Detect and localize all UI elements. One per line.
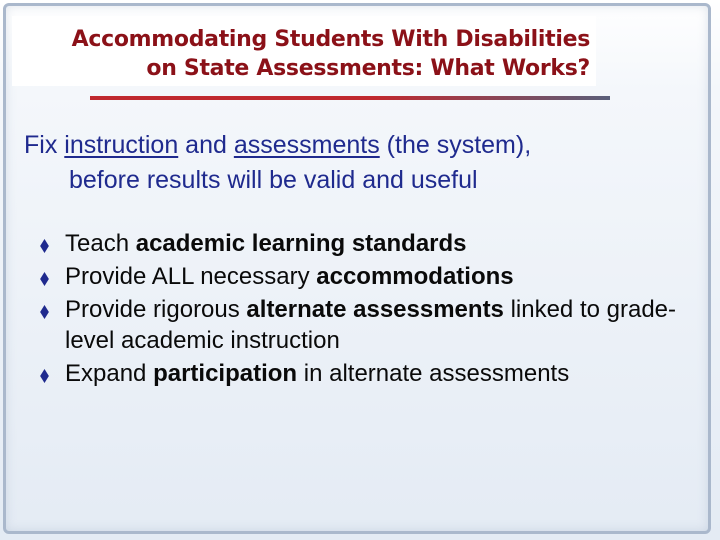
- intro-statement: [24, 128, 704, 198]
- title-accent-bar: [90, 96, 610, 100]
- bullet-bold-text: participation: [153, 360, 298, 387]
- bullet-text: Provide ALL necessary: [65, 263, 317, 290]
- intro-underlined-assessments: assessments: [233, 131, 380, 159]
- bullet-item: [40, 294, 710, 356]
- title-line-2: on State Assessments: What Works?: [146, 56, 590, 81]
- bullet-text: Teach: [65, 230, 136, 257]
- bullet-item: [40, 228, 710, 259]
- bullet-bold-text: academic learning standards: [135, 230, 467, 257]
- title-box: [12, 16, 596, 86]
- diamond-bullet-icon: [40, 369, 49, 383]
- bullet-list: [40, 228, 710, 391]
- bullet-item: [40, 358, 710, 389]
- title-line-1: Accommodating Students With Disabilities: [71, 27, 590, 52]
- intro-suffix: (the system),: [379, 131, 532, 159]
- bullet-text: in alternate assessments: [297, 360, 570, 387]
- diamond-bullet-icon: [40, 272, 49, 286]
- intro-middle: and: [178, 131, 234, 159]
- bullet-item: [40, 261, 710, 292]
- intro-underlined-instruction: instruction: [64, 131, 179, 159]
- intro-line-2: before results will be valid and useful: [69, 166, 478, 194]
- bullet-bold-text: accommodations: [316, 263, 514, 290]
- bullet-text: Provide rigorous: [65, 296, 247, 323]
- bullet-text: linked to grade-level academic instruction: [65, 296, 677, 354]
- diamond-bullet-icon: [40, 305, 49, 319]
- intro-prefix: Fix: [24, 131, 65, 159]
- bullet-text: Expand: [65, 360, 154, 387]
- diamond-bullet-icon: [40, 239, 49, 253]
- bullet-bold-text: alternate assessments: [246, 296, 504, 323]
